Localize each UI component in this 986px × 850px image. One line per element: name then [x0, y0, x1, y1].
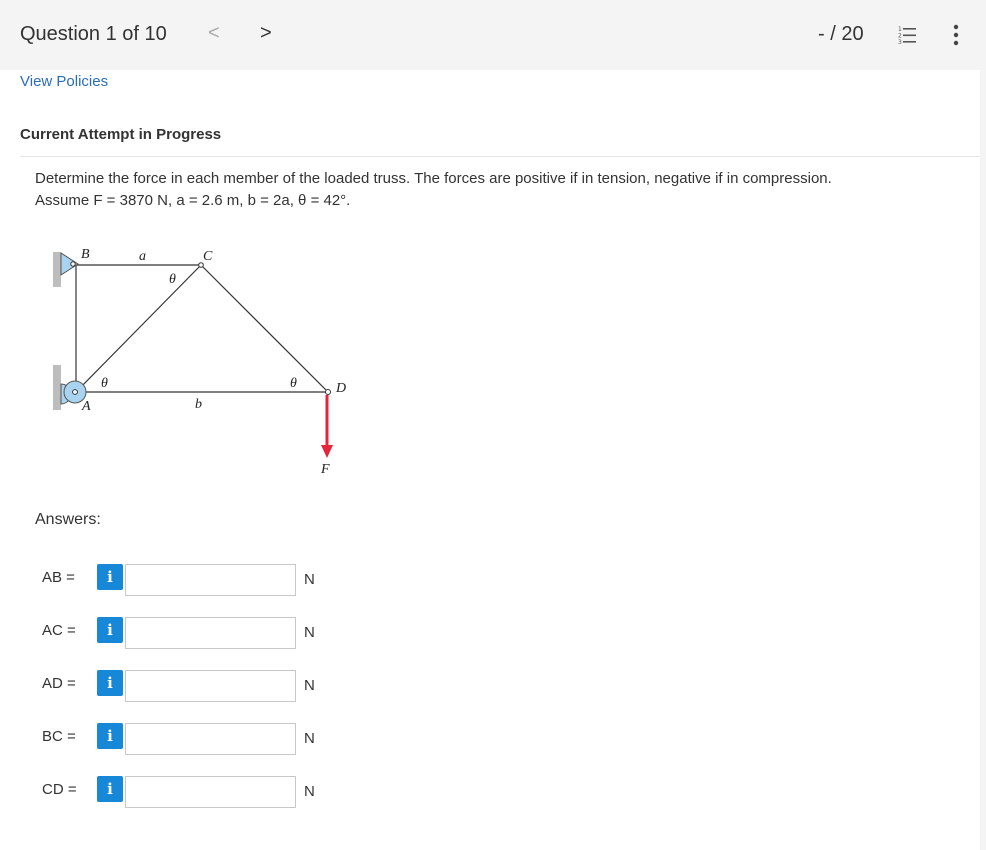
answer-input-ad[interactable]: [125, 670, 296, 702]
label-theta-a: θ: [101, 376, 108, 391]
answers-heading: Answers:: [35, 511, 101, 528]
truss-members: [76, 265, 328, 392]
info-icon[interactable]: i: [97, 670, 123, 696]
question-panel: [0, 70, 980, 850]
info-icon[interactable]: i: [97, 776, 123, 802]
joint-a: [73, 390, 78, 395]
unit-label: N: [304, 624, 315, 641]
problem-line-1: Determine the force in each member of the loaded truss. The forces are positive if in tension, negative if in compression.: [35, 170, 832, 187]
answer-input-ac[interactable]: [125, 617, 296, 649]
unit-label: N: [304, 783, 315, 800]
more-vertical-icon[interactable]: [952, 24, 960, 46]
info-icon[interactable]: i: [97, 723, 123, 749]
label-b: B: [81, 247, 90, 262]
answer-row-ab: [0, 560, 400, 594]
next-question-button[interactable]: >: [260, 22, 272, 44]
problem-statement: [35, 168, 935, 212]
answer-row-ad: [0, 666, 400, 700]
label-a-joint: A: [82, 399, 91, 414]
previous-question-button[interactable]: <: [208, 22, 220, 44]
answer-row-bc: [0, 719, 400, 753]
info-icon[interactable]: i: [97, 564, 123, 590]
answer-label: AD =: [42, 675, 76, 692]
label-d: D: [336, 381, 347, 396]
answer-label: BC =: [42, 728, 76, 745]
label-b-length: b: [195, 397, 202, 412]
wall-bottom: [53, 365, 61, 410]
answer-input-cd[interactable]: [125, 776, 296, 808]
answer-input-bc[interactable]: [125, 723, 296, 755]
truss-figure: [40, 240, 360, 480]
label-theta-d: θ: [290, 376, 297, 391]
question-counter: Question 1 of 10: [20, 23, 167, 45]
attempt-heading: Current Attempt in Progress: [20, 126, 222, 143]
wall-top: [53, 252, 61, 287]
top-bar: [0, 0, 986, 70]
joint-d: [326, 390, 331, 395]
answer-label: AB =: [42, 569, 75, 586]
member-cd: [201, 265, 328, 392]
label-a-length: a: [139, 249, 146, 264]
unit-label: N: [304, 677, 315, 694]
answer-input-ab[interactable]: [125, 564, 296, 596]
divider: [20, 156, 980, 157]
svg-text:3: 3: [898, 39, 902, 45]
label-theta-c: θ: [169, 272, 176, 287]
answer-row-cd: [0, 772, 400, 806]
label-c: C: [203, 249, 213, 264]
problem-line-2: Assume F = 3870 N, a = 2.6 m, b = 2a, θ = 42°.: [35, 192, 351, 209]
view-policies-link[interactable]: View Policies: [20, 73, 109, 90]
member-ac: [76, 265, 201, 392]
label-f: F: [321, 462, 330, 477]
numbered-list-icon[interactable]: [898, 25, 916, 45]
force-arrow-head: [321, 445, 333, 458]
answer-label: AC =: [42, 622, 76, 639]
answer-label: CD =: [42, 781, 77, 798]
info-icon[interactable]: i: [97, 617, 123, 643]
svg-text:1: 1: [898, 26, 902, 33]
answer-row-ac: [0, 613, 400, 647]
joint-b: [71, 262, 75, 266]
unit-label: N: [304, 730, 315, 747]
score-display: - / 20: [818, 23, 864, 45]
svg-text:2: 2: [898, 32, 902, 40]
unit-label: N: [304, 571, 315, 588]
